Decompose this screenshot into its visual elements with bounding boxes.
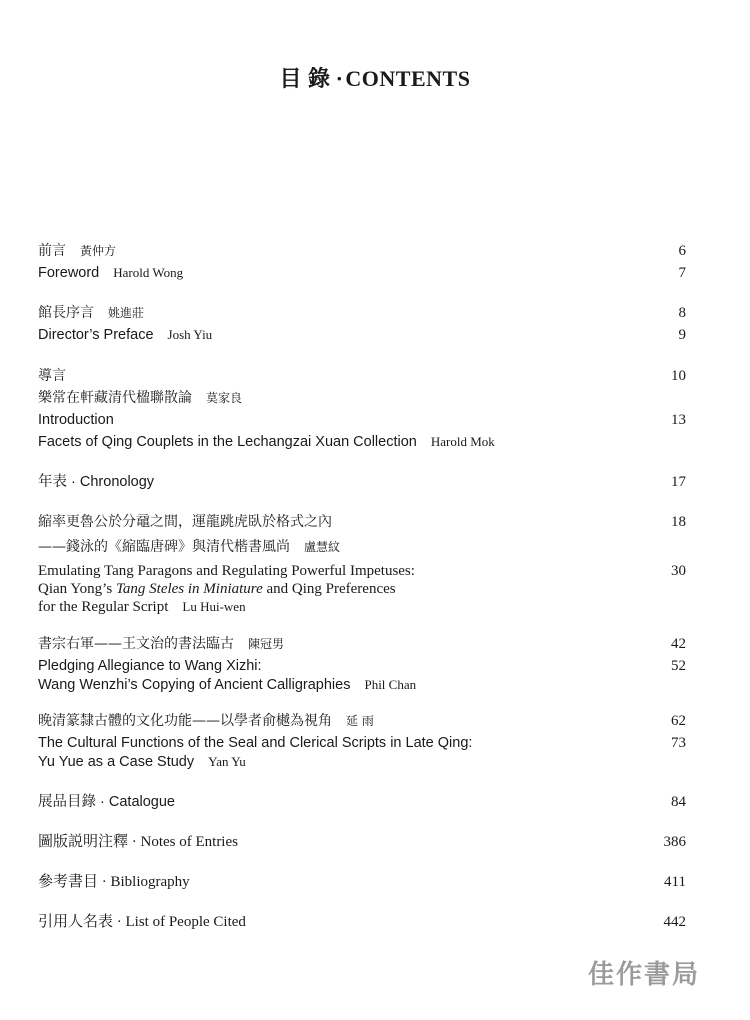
page-number: 6 (678, 243, 686, 259)
entry-title: Emulating Tang Paragons and Regulating Powerful Impetuses: (38, 563, 415, 579)
entry-title: 圖版説明注釋 · Notes of Entries (38, 834, 238, 850)
page-number: 7 (678, 265, 686, 281)
toc-line (38, 675, 686, 695)
toc-line (38, 792, 686, 812)
toc-line (38, 410, 686, 430)
page-number: 18 (671, 514, 686, 530)
entry-author: Harold Mok (430, 434, 495, 449)
entry-title: The Cultural Functions of the Seal and Clerical Scripts in Late Qing: (38, 735, 473, 751)
page-number: 62 (671, 713, 686, 729)
toc-line (38, 512, 686, 532)
entry-title: Qian Yong’s Tang Steles in Miniature and Qing Preferences (38, 581, 396, 597)
page-title (0, 62, 750, 93)
page-number: 17 (671, 474, 686, 490)
toc-line (38, 733, 686, 753)
entry-author: 莫家良 (206, 391, 243, 405)
entry-title: Facets of Qing Couplets in the Lechangzai Xuan Collection (38, 434, 417, 450)
toc-line (38, 537, 686, 557)
entry-author: Harold Wong (113, 265, 184, 280)
entry-title: 館長序言 (38, 305, 94, 321)
title-zh: 目 錄 (279, 66, 331, 91)
entry-title: Yu Yue as a Case Study (38, 754, 195, 770)
toc-line (38, 241, 686, 261)
entry-author: 延 雨 (346, 714, 374, 728)
entry-title: 參考書目 · Bibliography (38, 874, 190, 890)
toc-line (38, 912, 686, 932)
entry-title: 展品目錄 · Catalogue (38, 794, 175, 810)
toc-line (38, 832, 686, 852)
toc-line (38, 472, 686, 492)
toc-line (38, 656, 686, 676)
entry-title: 前言 (38, 243, 66, 259)
toc-line (38, 634, 686, 654)
entry-title: Introduction (38, 412, 114, 428)
toc-line (38, 366, 686, 386)
title-en: CONTENTS (345, 66, 471, 91)
entry-title: 年表 · Chronology (38, 474, 155, 490)
page-number: 73 (671, 735, 686, 751)
entry-title: 晚清篆隸古體的文化功能——以學者俞樾為視角 (38, 713, 332, 729)
toc-line (38, 263, 686, 283)
entry-author: Lu Hui-wen (182, 599, 246, 614)
entry-title: for the Regular Script (38, 599, 169, 615)
entry-title: ——錢泳的《縮臨唐碑》與清代楷書風尚 (38, 539, 290, 555)
page-number: 84 (671, 794, 686, 810)
toc-line (38, 432, 686, 452)
watermark-stamp: 佳作書局 (587, 960, 700, 990)
page-number: 9 (678, 327, 686, 343)
entry-author: 姚進莊 (108, 306, 145, 320)
entry-author: 盧慧紋 (304, 540, 341, 554)
entry-author: Phil Chan (364, 677, 417, 692)
title-separator: · (335, 66, 344, 91)
entry-title: 縮率更魯公於分黿之間，運龍跳虎臥於格式之內 (38, 514, 332, 530)
toc-line (38, 597, 686, 617)
entry-author: 陳冠男 (248, 637, 285, 651)
page-number: 52 (671, 658, 686, 674)
page-number: 411 (664, 874, 686, 890)
entry-author: Yan Yu (208, 754, 246, 769)
toc-line (38, 872, 686, 892)
toc-line (38, 752, 686, 772)
entry-title: Director’s Preface (38, 327, 154, 343)
page-number: 386 (663, 834, 686, 850)
toc-line (38, 561, 686, 581)
entry-title: 導言 (38, 368, 66, 384)
book-title: Tang Steles in Miniature (115, 581, 263, 597)
page-number: 442 (663, 914, 686, 930)
page-number: 42 (671, 636, 686, 652)
toc-line (38, 303, 686, 323)
page-number: 8 (678, 305, 686, 321)
entry-title: 樂常在軒藏清代楹聯散論 (38, 390, 192, 406)
toc-line (38, 579, 686, 599)
entry-title: Pledging Allegiance to Wang Xizhi: (38, 658, 262, 674)
toc-line (38, 388, 686, 408)
entry-title: 引用人名表 · List of People Cited (38, 914, 246, 930)
page-number: 30 (671, 563, 686, 579)
entry-title: Wang Wenzhi’s Copying of Ancient Calligraphies (38, 677, 351, 693)
toc-line (38, 711, 686, 731)
page-number: 10 (671, 368, 686, 384)
page-number: 13 (671, 412, 686, 428)
entry-title: Foreword (38, 265, 100, 281)
entry-author: 黃仲方 (80, 244, 117, 258)
entry-title: 書宗右軍——王文治的書法臨古 (38, 636, 234, 652)
entry-author: Josh Yiu (167, 327, 213, 342)
toc-line (38, 325, 686, 345)
